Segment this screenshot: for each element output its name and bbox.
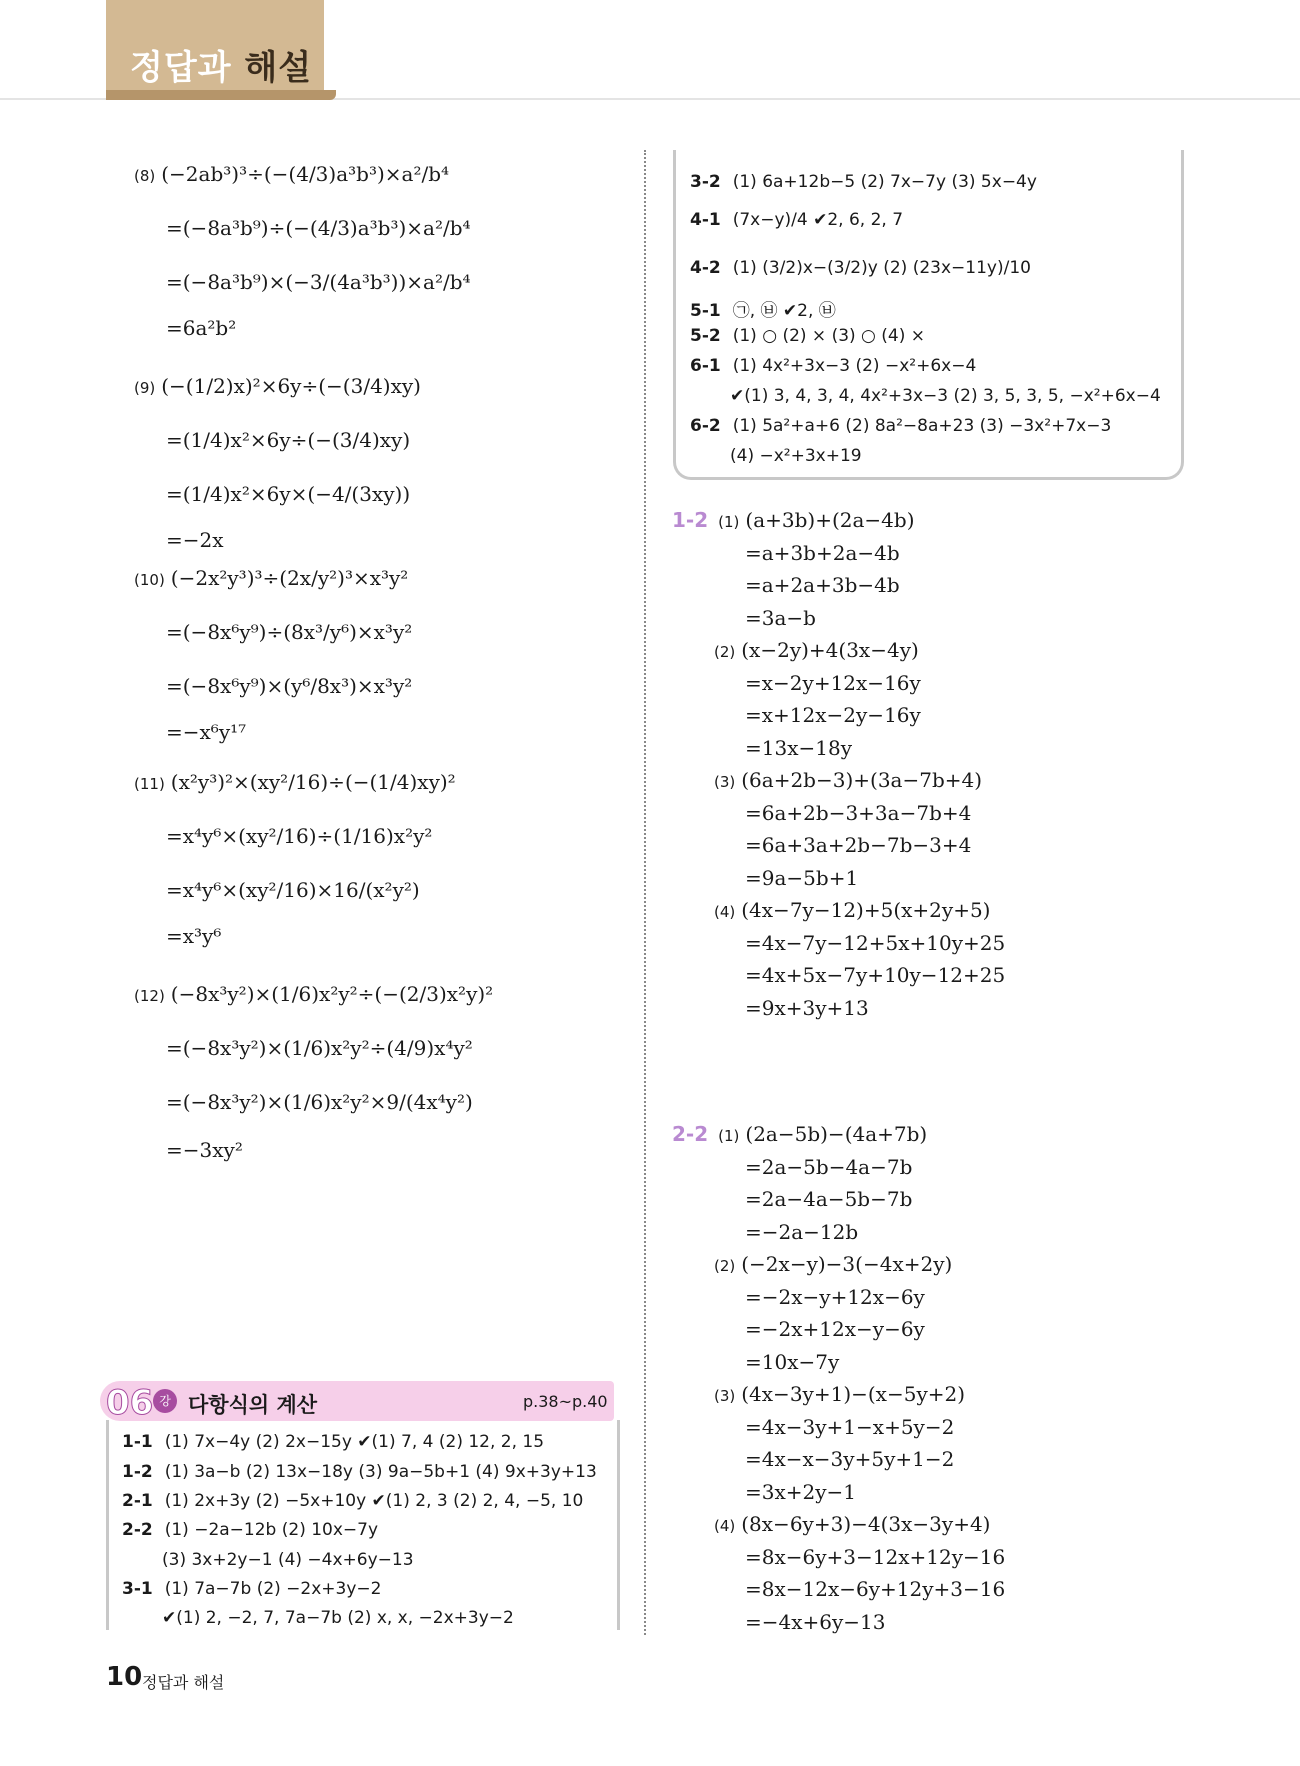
math-line	[134, 568, 408, 588]
part-label: (3)	[714, 1387, 736, 1405]
solution-expr: =x−2y+12x−16y	[745, 670, 921, 695]
solution-expr: =−2a−12b	[745, 1219, 859, 1244]
solution-line	[745, 800, 972, 825]
math-line	[166, 318, 236, 338]
lesson-answer-line-text: (1) 7x−4y (2) 2x−15y ✔(1) 7, 4 (2) 12, 2, 15	[164, 1432, 545, 1452]
panel-answer-line	[690, 296, 836, 321]
solution-expr: (6a+2b−3)+(3a−7b+4)	[741, 768, 983, 792]
lesson-answer-line	[122, 1491, 583, 1511]
panel-answer-line	[730, 446, 862, 466]
header-title-part2: 해설	[244, 48, 313, 88]
header-title-part1: 정답과	[130, 48, 232, 88]
math-line	[166, 1140, 243, 1160]
panel-answer-line-text: ✔(1) 3, 4, 3, 4, 4x²+3x−3 (2) 3, 5, 3, 5, −x²+6x−4	[730, 386, 1161, 406]
math-line	[166, 622, 412, 642]
panel-answer-line-label: 5-2	[690, 326, 721, 346]
solution-line	[745, 1349, 840, 1374]
solution-expr: =8x−6y+3−12x+12y−16	[745, 1544, 1006, 1569]
solution-expr: (2a−5b)−(4a+7b)	[745, 1122, 928, 1146]
solution-line	[745, 575, 900, 595]
lesson-answer-line	[122, 1462, 597, 1482]
solution-expr: =a+2a+3b−4b	[745, 573, 900, 597]
solution-expr: =3a−b	[745, 605, 816, 630]
solution-expr: =−4x+6y−13	[745, 1609, 886, 1634]
math-line	[166, 880, 420, 900]
lesson-answer-line	[162, 1608, 514, 1628]
solution-expr: =4x−x−3y+5y+1−2	[745, 1447, 955, 1471]
math-line-text: =(−8x³y²)×(1/6)x²y²×9/(4x⁴y²)	[166, 1090, 473, 1114]
lesson-answer-line-text: (1) 2x+3y (2) −5x+10y ✔(1) 2, 3 (2) 2, 4, −5, 10	[164, 1491, 584, 1511]
panel-answer-line	[690, 258, 1031, 278]
math-line-label: (11)	[134, 775, 165, 793]
lesson-title: 다항식의 계산	[188, 1393, 318, 1417]
math-line	[134, 772, 456, 792]
footer-text: 정답과 해설	[142, 1673, 225, 1692]
lesson-answer-line-text: (1) 3a−b (2) 13x−18y (3) 9a−5b+1 (4) 9x+3y+13	[164, 1462, 597, 1482]
solution-expr: =6a+2b−3+3a−7b+4	[745, 800, 972, 825]
solution-expr: (a+3b)+(2a−4b)	[745, 508, 915, 532]
part-label: (4)	[714, 903, 736, 921]
solution-expr: =4x−3y+1−x+5y−2	[745, 1414, 955, 1439]
solution-expr: =−2x+12x−y−6y	[745, 1317, 925, 1341]
solution-line	[672, 1124, 927, 1144]
solution-line	[714, 640, 919, 660]
math-line-label: (10)	[134, 571, 165, 589]
part-label: (2)	[714, 643, 736, 661]
solution-line	[745, 670, 921, 695]
solution-line	[745, 1544, 1006, 1569]
panel-answer-line-label: 6-1	[690, 356, 721, 376]
math-line-text: =−x⁶y¹⁷	[166, 720, 247, 744]
solution-expr: =13x−18y	[745, 735, 852, 760]
solution-expr: =3x+2y−1	[745, 1479, 857, 1504]
math-line-text: =(−8a³b⁹)÷(−(4/3)a³b³)×a²/b⁴	[166, 216, 471, 240]
math-line-text: =x⁴y⁶×(xy²/16)×16/(x²y²)	[166, 878, 420, 902]
solution-expr: =x+12x−2y−16y	[745, 703, 921, 727]
solution-expr: =9x+3y+13	[745, 995, 869, 1020]
panel-answer-line	[690, 210, 903, 230]
solution-expr: =4x−7y−12+5x+10y+25	[745, 930, 1006, 955]
math-line	[166, 926, 221, 946]
math-line-text: (x²y³)²×(xy²/16)÷(−(1/4)xy)²	[170, 770, 456, 794]
math-line	[134, 376, 421, 396]
section-number: 1-2	[672, 508, 709, 532]
panel-answer-line	[690, 326, 925, 346]
lesson-answer-line-text: ✔(1) 2, −2, 7, 7a−7b (2) x, x, −2x+3y−2	[162, 1608, 514, 1628]
math-line-text: (−8x³y²)×(1/6)x²y²÷(−(2/3)x²y)²	[170, 982, 494, 1006]
solution-line	[745, 1414, 955, 1439]
math-line	[166, 1038, 473, 1058]
math-line	[166, 1092, 473, 1112]
solution-line	[745, 1219, 859, 1244]
math-line-text: =(1/4)x²×6y×(−4/(3xy))	[166, 482, 411, 506]
math-line-text: (−2ab³)³÷(−(4/3)a³b³)×a²/b⁴	[161, 162, 450, 186]
header-title	[130, 40, 312, 89]
lesson-number: 06	[106, 1383, 154, 1423]
lesson-answer-line	[122, 1432, 544, 1452]
part-label: (1)	[718, 1127, 740, 1145]
math-line-text: =(−8x³y²)×(1/6)x²y²÷(4/9)x⁴y²	[166, 1036, 473, 1060]
part-label: (3)	[714, 773, 736, 791]
solution-line	[714, 770, 982, 790]
solution-line	[714, 1514, 990, 1534]
solution-expr: (4x−3y+1)−(x−5y+2)	[741, 1382, 966, 1406]
math-line-text: (−(1/2)x)²×6y÷(−(3/4)xy)	[161, 374, 421, 398]
solution-line	[745, 930, 1006, 955]
solution-line	[745, 1609, 886, 1634]
solution-expr: =10x−7y	[745, 1349, 840, 1374]
math-line-label: (8)	[134, 167, 156, 185]
solution-line	[714, 1254, 952, 1274]
lesson-answer-line-text: (1) 7a−7b (2) −2x+3y−2	[164, 1579, 382, 1599]
panel-answer-line-label: 4-2	[690, 258, 721, 278]
solution-line	[745, 705, 921, 725]
math-line	[166, 722, 246, 742]
math-line-text: =(1/4)x²×6y÷(−(3/4)xy)	[166, 428, 411, 452]
solution-line	[714, 1384, 965, 1404]
solution-expr: (−2x−y)−3(−4x+2y)	[741, 1252, 953, 1276]
math-line	[166, 826, 432, 846]
math-line-text: =x³y⁶	[166, 924, 222, 948]
math-line	[166, 484, 410, 504]
solution-line	[745, 1319, 925, 1339]
math-line	[166, 530, 224, 550]
panel-answer-line-text: (7x−y)/4 ✔2, 6, 2, 7	[732, 210, 904, 230]
math-line-label: (12)	[134, 987, 165, 1005]
solution-expr: (8x−6y+3)−4(3x−3y+4)	[741, 1512, 991, 1536]
solution-line	[745, 965, 1005, 985]
math-line	[166, 272, 471, 292]
solution-line	[745, 605, 816, 630]
panel-answer-line	[690, 416, 1111, 436]
math-line-label: (9)	[134, 379, 156, 397]
lesson-answer-line-label: 2-2	[122, 1520, 153, 1540]
panel-answer-line-text: (1) ○ (2) × (3) ○ (4) ×	[732, 326, 926, 346]
solution-expr: =4x+5x−7y+10y−12+25	[745, 963, 1006, 987]
section-number: 2-2	[672, 1122, 709, 1146]
math-line-text: =(−8x⁶y⁹)×(y⁶/8x³)×x³y²	[166, 674, 413, 698]
lesson-answer-line	[122, 1520, 378, 1540]
solution-line	[745, 1479, 857, 1504]
math-line-text: =−3xy²	[166, 1138, 243, 1162]
math-line	[134, 984, 493, 1004]
solution-expr: (4x−7y−12)+5(x+2y+5)	[741, 898, 991, 922]
solution-line	[745, 835, 971, 855]
lesson-answer-line-text: (1) −2a−12b (2) 10x−7y	[164, 1520, 379, 1540]
math-line	[166, 218, 471, 238]
math-line	[166, 676, 412, 696]
panel-answer-line-text: (1) (3/2)x−(3/2)y (2) (23x−11y)/10	[732, 258, 1031, 278]
solution-expr: =6a+3a+2b−7b−3+4	[745, 833, 972, 857]
solution-expr: =2a−5b−4a−7b	[745, 1154, 913, 1179]
panel-answer-line-label: 4-1	[690, 210, 721, 230]
lesson-answer-line-label: 1-2	[122, 1462, 153, 1482]
panel-answer-line-text: (1) 4x²+3x−3 (2) −x²+6x−4	[732, 356, 977, 376]
math-line-text: =x⁴y⁶×(xy²/16)÷(1/16)x²y²	[166, 824, 433, 848]
math-line-text: =−2x	[166, 528, 224, 552]
panel-answer-line-label: 5-1	[690, 301, 721, 321]
lesson-answer-line-label: 1-1	[122, 1432, 153, 1452]
lesson-answer-line-label: 3-1	[122, 1579, 153, 1599]
math-line	[166, 430, 410, 450]
math-line-text: =(−8a³b⁹)×(−3/(4a³b³))×a²/b⁴	[166, 270, 471, 294]
solution-line	[745, 865, 859, 890]
header-tab-shadow	[106, 90, 336, 100]
lesson-answer-line	[122, 1579, 381, 1599]
panel-answer-line	[690, 356, 976, 376]
solution-expr: =9a−5b+1	[745, 865, 859, 890]
solution-expr: =8x−12x−6y+12y+3−16	[745, 1577, 1006, 1601]
panel-answer-line-label: 6-2	[690, 416, 721, 436]
solution-line	[745, 1579, 1005, 1599]
page-number: 10	[106, 1662, 143, 1692]
solution-expr: (x−2y)+4(3x−4y)	[741, 638, 919, 662]
math-line-text: =6a²b²	[166, 316, 237, 340]
panel-answer-line-label: 3-2	[690, 172, 721, 192]
panel-answer-line	[690, 172, 1037, 192]
solution-expr: =a+3b+2a−4b	[745, 540, 900, 565]
part-label: (1)	[718, 513, 740, 531]
panel-answer-line	[730, 386, 1161, 406]
lesson-answer-line-label: 2-1	[122, 1491, 153, 1511]
solution-expr: =2a−4a−5b−7b	[745, 1187, 913, 1211]
part-label: (4)	[714, 1517, 736, 1535]
column-divider	[644, 150, 646, 1635]
solution-line	[745, 1154, 913, 1179]
math-line-text: (−2x²y³)³÷(2x/y²)³×x³y²	[170, 566, 409, 590]
panel-answer-line-text: (1) 5a²+a+6 (2) 8a²−8a+23 (3) −3x²+7x−3	[732, 416, 1112, 436]
solution-line	[745, 995, 869, 1020]
solution-line	[745, 1189, 912, 1209]
solution-line	[672, 510, 915, 530]
lesson-badge: 강	[153, 1389, 177, 1413]
lesson-pages: p.38~p.40	[523, 1392, 608, 1411]
solution-line	[745, 1284, 925, 1309]
solution-line	[745, 735, 852, 760]
solution-line	[714, 900, 990, 920]
math-line	[134, 164, 449, 184]
solution-line	[745, 1449, 954, 1469]
solution-line	[745, 540, 900, 565]
panel-answer-line-text: (1) 6a+12b−5 (2) 7x−7y (3) 5x−4y	[732, 172, 1037, 192]
panel-answer-line-text: ㉠, ㉥ ✔2, ㉥	[732, 301, 836, 321]
lesson-answer-line	[162, 1550, 414, 1570]
part-label: (2)	[714, 1257, 736, 1275]
solution-expr: =−2x−y+12x−6y	[745, 1284, 925, 1309]
lesson-answer-line-text: (3) 3x+2y−1 (4) −4x+6y−13	[162, 1550, 414, 1570]
math-line-text: =(−8x⁶y⁹)÷(8x³/y⁶)×x³y²	[166, 620, 413, 644]
panel-answer-line-text: (4) −x²+3x+19	[730, 446, 862, 466]
